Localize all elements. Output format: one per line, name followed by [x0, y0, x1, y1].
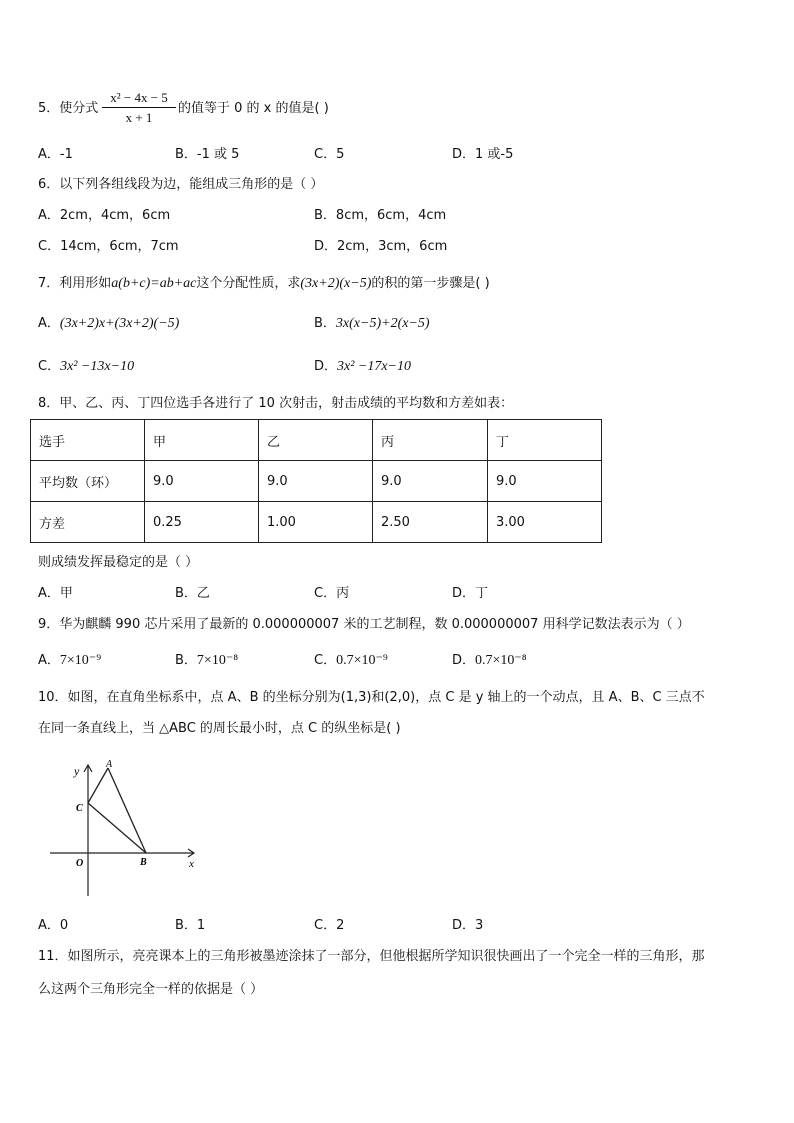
q7-option-a-expr: (3x+2)x+(3x+2)(−5) — [59, 316, 180, 331]
q7-option-b[interactable] — [314, 316, 430, 332]
option-label: C． — [38, 359, 61, 374]
x-axis-label: x — [189, 858, 194, 870]
segment-ca — [88, 768, 108, 803]
table-header-cell: 甲 — [145, 420, 259, 461]
q5-option-d[interactable]: D．1 或-5 — [452, 147, 514, 162]
q6-option-a[interactable]: A．2cm，4cm，6cm — [38, 208, 171, 223]
table-cell: 9.0 — [145, 461, 259, 502]
q8-option-b[interactable]: B．乙 — [175, 586, 210, 601]
q7-option-d-expr: 3x² −17x−10 — [337, 359, 412, 374]
q9-option-d[interactable] — [452, 653, 527, 669]
q7-option-c-expr: 3x² −13x−10 — [60, 359, 135, 374]
q11-line1: 11．如图所示，亮亮课本上的三角形被墨迹涂抹了一部分，但他根据所学知识很快画出了一个完全一样的三角形，那 — [38, 949, 705, 964]
q5-option-a[interactable]: A．-1 — [38, 147, 73, 162]
q8-option-d[interactable]: D．丁 — [452, 586, 489, 601]
table-cell: 9.0 — [259, 461, 373, 502]
table-cell: 1.00 — [259, 502, 373, 543]
q6-option-b[interactable]: B．8cm，6cm，4cm — [314, 208, 447, 223]
q8-stem: 8．甲、乙、丙、丁四位选手各进行了 10 次射击，射击成绩的平均数和方差如表： — [38, 396, 514, 411]
q7-option-a[interactable] — [38, 316, 179, 332]
q7-stem — [38, 276, 490, 292]
q9-option-d-expr: 0.7×10⁻⁸ — [475, 653, 527, 668]
q10-option-a[interactable]: A．0 — [38, 918, 69, 933]
option-label: B． — [314, 316, 336, 331]
table-cell: 2.50 — [373, 502, 488, 543]
q7-formula: a(b+c)=ab+ac — [111, 276, 197, 291]
q10-line1: 10．如图，在直角坐标系中，点 A、B 的坐标分别为(1,3)和(2,0)，点 C 是 y 轴上的一个动点，且 A、B、C 三点不 — [38, 690, 705, 705]
table-header-cell: 丁 — [488, 420, 602, 461]
option-label: D． — [452, 653, 476, 668]
segment-cb — [88, 803, 146, 853]
q6-option-d[interactable]: D．2cm，3cm，6cm — [314, 239, 448, 254]
q10-option-c[interactable]: C．2 — [314, 918, 345, 933]
table-cell: 平均数（环） — [31, 461, 145, 502]
q6-stem: 6．以下列各组线段为边，能组成三角形的是（ ） — [38, 177, 324, 192]
q5-denominator: x + 1 — [125, 110, 153, 125]
point-b-label: B — [140, 857, 147, 868]
q9-option-a-expr: 7×10⁻⁹ — [59, 653, 102, 668]
origin-label: O — [76, 858, 84, 869]
point-c-label: C — [76, 803, 83, 814]
q7-middle: 这个分配性质，求 — [196, 276, 301, 291]
q7-option-d[interactable] — [314, 359, 411, 375]
q7-option-b-expr: 3x(x−5)+2(x−5) — [335, 316, 430, 331]
q11-line2: 么这两个三角形完全一样的依据是（ ） — [38, 982, 264, 997]
option-label: A． — [38, 316, 60, 331]
table-cell: 方差 — [31, 502, 145, 543]
q5-option-c[interactable]: C．5 — [314, 147, 345, 162]
q9-option-b[interactable] — [175, 653, 238, 669]
coordinate-figure — [45, 758, 205, 903]
q5-fraction — [102, 90, 176, 130]
score-table — [30, 419, 602, 543]
option-label: C． — [314, 653, 337, 668]
table-cell: 3.00 — [488, 502, 602, 543]
q5-option-b[interactable]: B．-1 或 5 — [175, 147, 240, 162]
table-header-cell: 选手 — [31, 420, 145, 461]
q8-option-c[interactable]: C．丙 — [314, 586, 350, 601]
q8-question: 则成绩发挥最稳定的是（ ） — [38, 555, 199, 570]
q10-option-b[interactable]: B．1 — [175, 918, 206, 933]
q9-stem: 9．华为麒麟 990 芯片采用了最新的 0.000000007 米的工艺制程，数 0.000000007 用科学记数法表示为（ ） — [38, 617, 690, 632]
table-cell: 9.0 — [488, 461, 602, 502]
q10-option-d[interactable]: D．3 — [452, 918, 484, 933]
q7-option-c[interactable] — [38, 359, 134, 375]
segment-ab — [108, 768, 146, 853]
table-header-cell: 丙 — [373, 420, 488, 461]
q10-line2: 在同一条直线上，当 △ABC 的周长最小时，点 C 的纵坐标是( ) — [38, 721, 401, 736]
table-row — [31, 502, 602, 543]
q5-numerator: x² − 4x − 5 — [110, 90, 168, 105]
option-label: D． — [314, 359, 338, 374]
q7-expression: (3x+2)(x−5) — [300, 276, 372, 291]
q7-suffix: 的积的第一步骤是( ) — [371, 276, 490, 291]
y-axis-label: y — [74, 764, 80, 778]
q9-option-c[interactable] — [314, 653, 388, 669]
q8-option-a[interactable]: A．甲 — [38, 586, 73, 601]
q5-suffix: 的值等于 0 的 x 的值是( ) — [178, 101, 329, 116]
q9-option-c-expr: 0.7×10⁻⁹ — [336, 653, 388, 668]
table-cell: 9.0 — [373, 461, 488, 502]
point-a-label: A — [106, 759, 113, 770]
q6-option-c[interactable]: C．14cm，6cm，7cm — [38, 239, 179, 254]
q5-prefix: 5．使分式 — [38, 101, 99, 116]
table-cell: 0.25 — [145, 502, 259, 543]
option-label: A． — [38, 653, 60, 668]
q9-option-a[interactable] — [38, 653, 101, 669]
table-header-row — [31, 420, 602, 461]
table-row — [31, 461, 602, 502]
option-label: B． — [175, 653, 197, 668]
q7-prefix: 7．利用形如 — [38, 276, 112, 291]
q9-option-b-expr: 7×10⁻⁸ — [196, 653, 239, 668]
table-header-cell: 乙 — [259, 420, 373, 461]
fraction-bar — [102, 107, 176, 108]
